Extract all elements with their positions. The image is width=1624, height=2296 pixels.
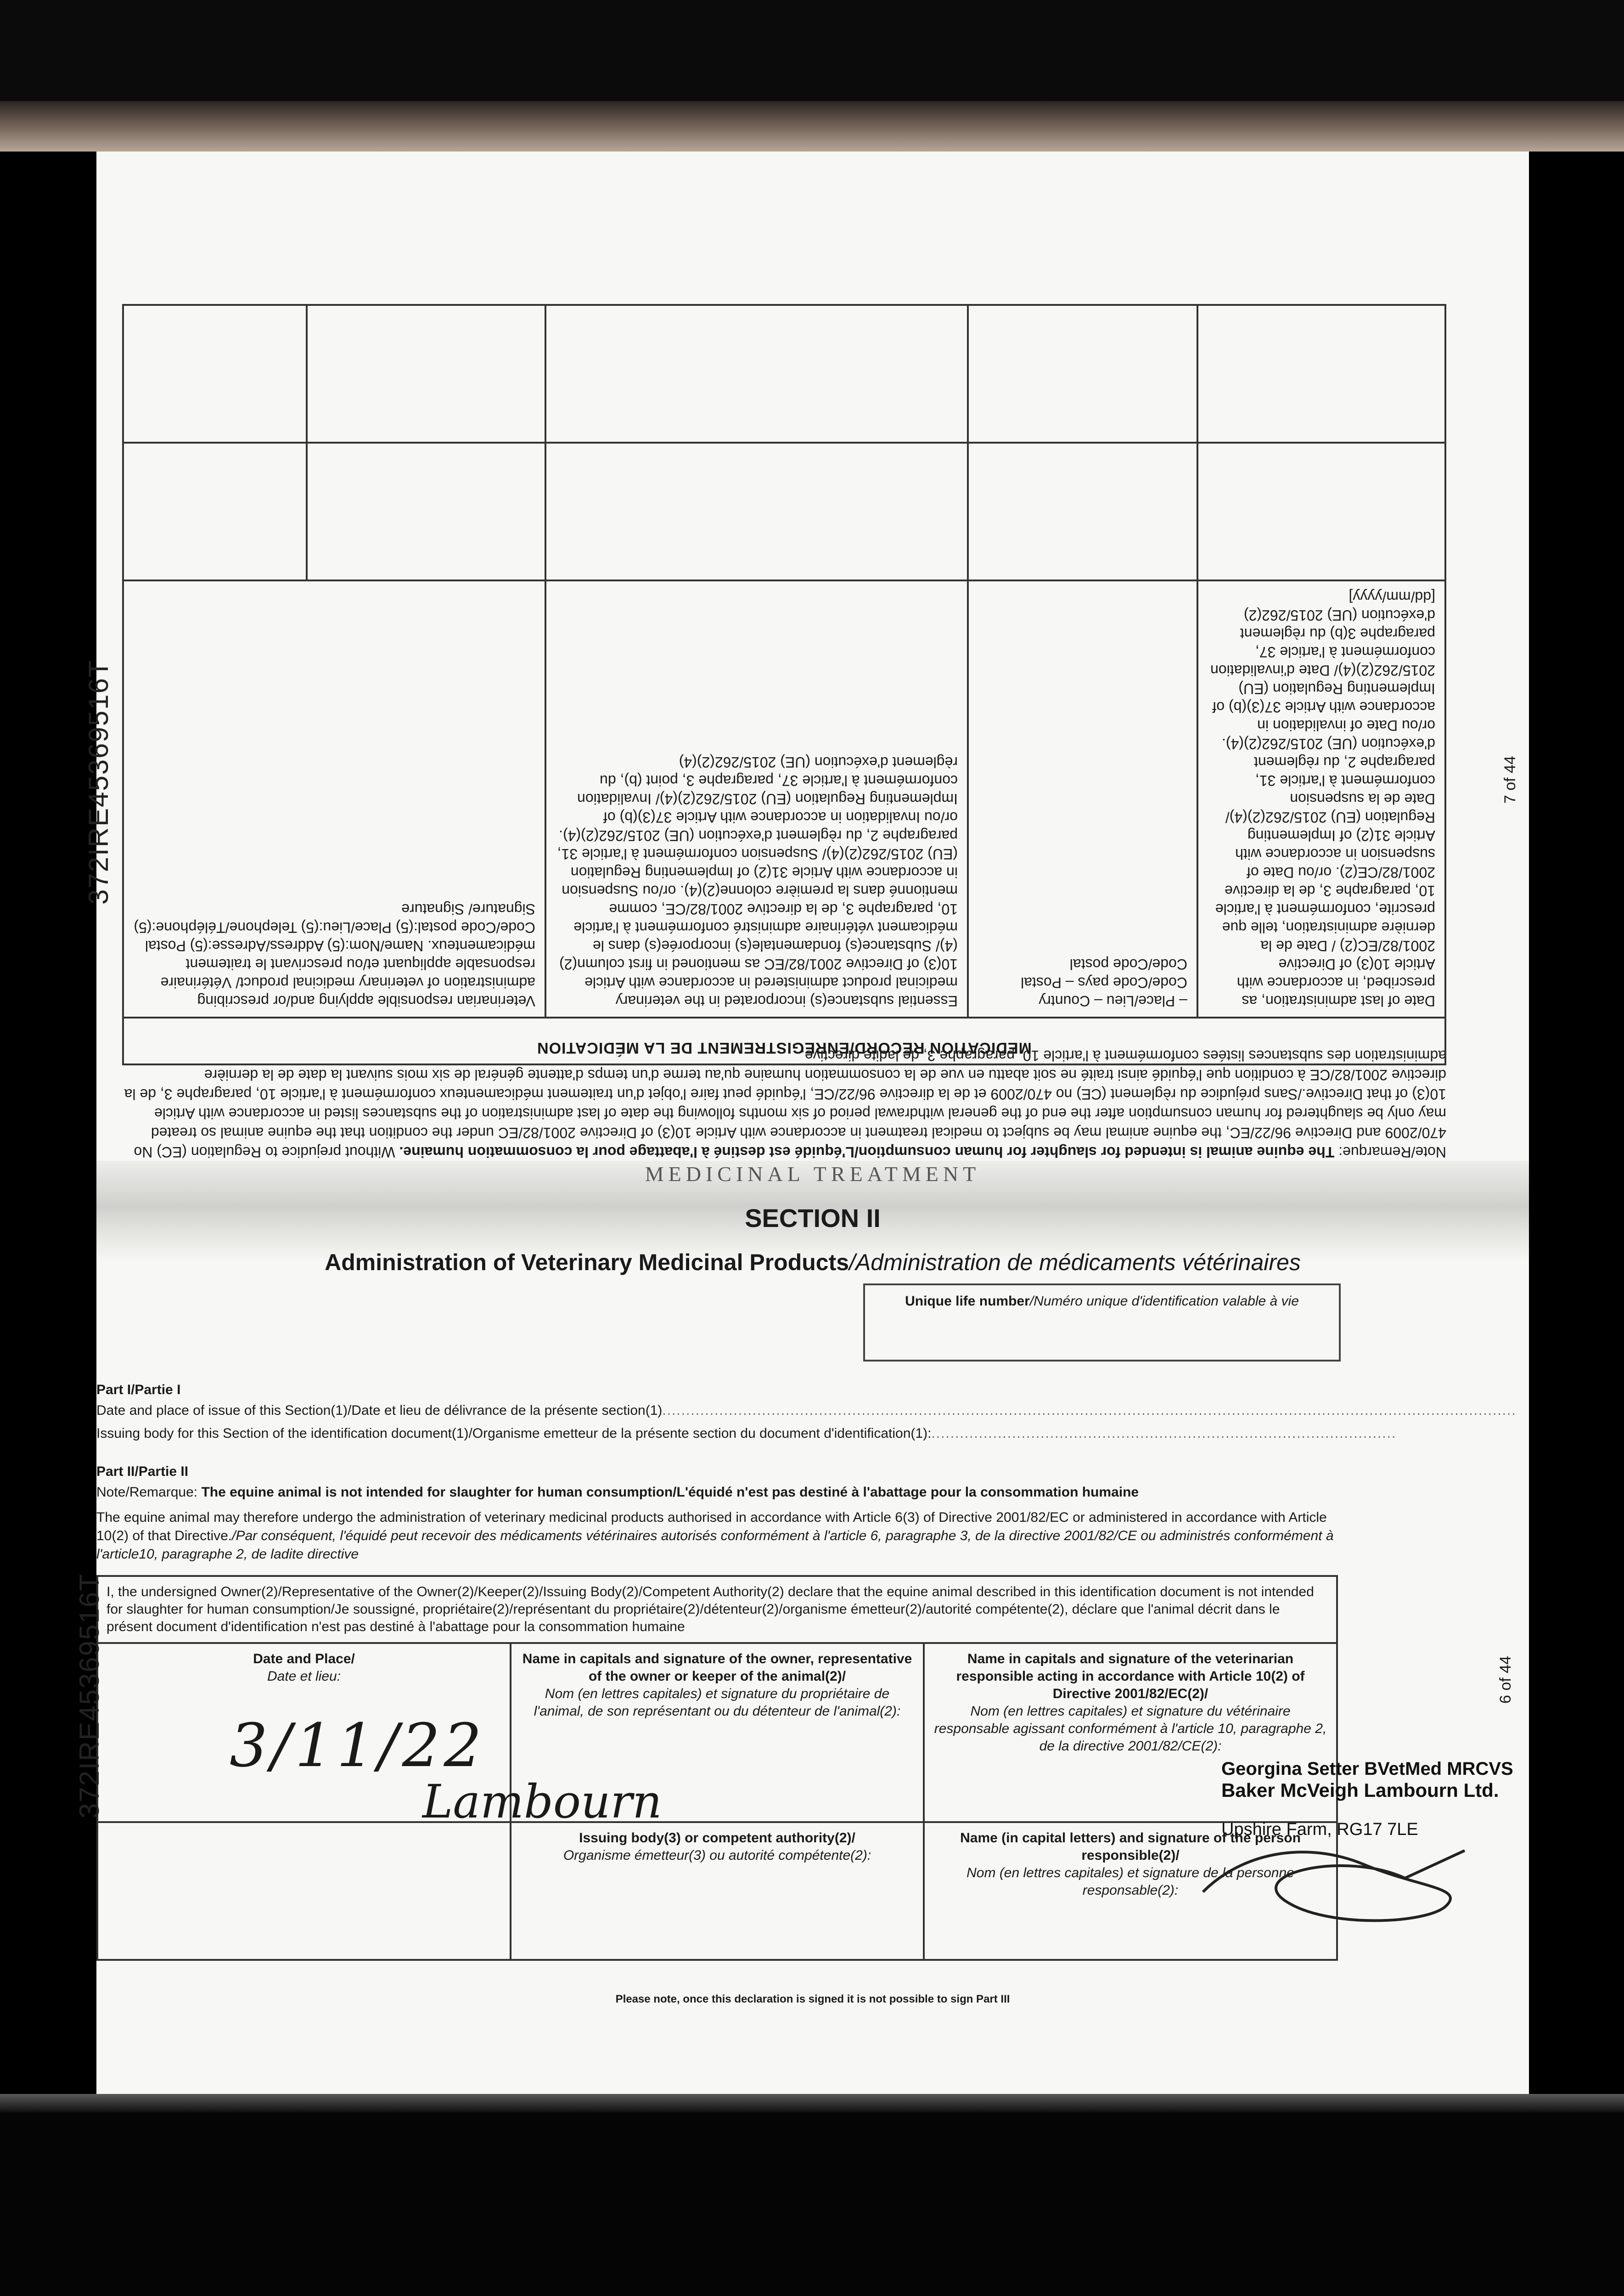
empty-cell (1197, 443, 1445, 580)
date-place-label-fr: Date et lieu: (267, 1669, 341, 1684)
part3-note-bold: The equine animal is intended for slaughter for human consumption/L'équidé est destiné à l'abattage pour la consommation humaine. (399, 1144, 1335, 1160)
part2-note-lead: Note/Remarque: (96, 1485, 198, 1500)
stamp-practice: Baker McVeigh Lambourn Ltd. (1221, 1779, 1499, 1801)
stamp-address: Upshire Farm, RG17 7LE (1221, 1820, 1418, 1839)
handwritten-date: 3/11/22 (230, 1711, 486, 1780)
upper-page-rotated (96, 152, 1529, 1171)
part3-note-lead: Note/Remarque: (1338, 1144, 1446, 1160)
empty-cell (545, 305, 968, 443)
empty-cell (1197, 305, 1445, 443)
stamp-vet-name: Georgina Setter BVetMed MRCVS (1221, 1759, 1513, 1779)
empty-date-cell (97, 1822, 511, 1960)
part1-label: Part I/Partie I (96, 1382, 181, 1397)
person-label-en: Name (in capital letters) and signature of the person responsible(2)/ (960, 1830, 1301, 1863)
col-place: – Place/Lieu – Country Code/Code pays – Postal Code/Code postal (968, 580, 1197, 1018)
page-number-lower: 6 of 44 (1497, 1656, 1514, 1704)
part2-note (96, 1483, 1336, 1502)
issuing-label-en: Issuing body(3) or competent authority(2)/ (579, 1830, 855, 1846)
part1-date-place-line: Date and place of issue of this Section(1)/Date et lieu de délivrance de la présente section(1).................................................................................................................................................................................... (96, 1403, 1517, 1418)
empty-cell (307, 443, 545, 580)
part2-paragraph-fr: /Par conséquent, l'équidé peut recevoir des médicaments vétérinaires autorisés conformément à l'article 6, paragraphe 3, de la directive 2001/82/CE ou administrés conformément à l'article10, paragraphe 2, de ladite directive (96, 1528, 1334, 1562)
scan-binding-band (0, 101, 1624, 152)
issuing-body-cell (511, 1822, 924, 1960)
empty-cell (968, 305, 1197, 443)
section-subtitle-en: Administration of Veterinary Medicinal Products (325, 1249, 849, 1275)
page-number-upper: 7 of 44 (1501, 756, 1519, 804)
part1-issuing-body-line: Issuing body for this Section of the identification document(1)/Organisme emetteur de la présente section du document d'identification(1):.................................................................................................. (96, 1426, 1397, 1441)
empty-cell (545, 443, 968, 580)
part2-paragraph (96, 1508, 1336, 1564)
section-subtitle (96, 1249, 1529, 1276)
medicinal-treatment-heading: MEDICINAL TREATMENT (645, 1162, 981, 1186)
col-veterinarian: Veterinarian responsible applying and/or prescribing administration of veterinary medicinal product/ Vétérinaire responsable appliquant et/ou prescrivant le traitement médicamenteux. Name/Nom:(5) Address/Adresse:(5) Postal Code/Code postal:(5) Place/Lieu:(5) Telephone/Téléphone:(5) Signature/ Signature (123, 580, 545, 1018)
handwritten-place: Lambourn (422, 1775, 662, 1829)
issuing-label-fr: Organisme émetteur(3) ou autorité compétente(2): (563, 1848, 871, 1863)
medication-record-table (122, 304, 1446, 1065)
declaration-text: I, the undersigned Owner(2)/Representative of the Owner(2)/Keeper(2)/Issuing Body(2)/Competent Authority(2) declare that the equine animal described in this identification document is not intended for slaughter for human consumption/Je soussigné, propriétaire(2)/représentant du propriétaire(2)/détenteur(2)/organisme émetteur(2)/autorité compétente(2), déclare que l'animal décrit dans le présent document d'identification n'est pas destiné à l'abattage pour la consommation humaine (97, 1576, 1337, 1643)
document-id-lower: 372IRE45369516T (74, 1573, 105, 1818)
vet-signature-icon (1189, 1823, 1474, 1933)
passport-spread (74, 152, 1529, 2094)
section-subtitle-fr: /Administration de médicaments vétérinaires (849, 1249, 1301, 1275)
empty-cell (307, 305, 545, 443)
empty-cell (123, 443, 307, 580)
vet-label-fr: Nom (en lettres capitales) et signature du vétérinaire responsable agissant conformément à l'article 10, paragraphe 2, de la directive 2001/82/CE(2): (934, 1704, 1327, 1754)
scan-bottom-edge (0, 2094, 1624, 2112)
part2-paragraph-en: The equine animal may therefore undergo the administration of veterinary medicinal products authorised in accordance with Article 6(3) of Directive 2001/82/EC or administered in accordance with Article 10(2) of that Directive. (96, 1510, 1327, 1543)
person-label-fr: Nom (en lettres capitales) et signature de la personne responsable(2): (967, 1865, 1294, 1898)
uln-label-fr: /Numéro unique d'identification valable à vie (1029, 1294, 1299, 1309)
part2-note-bold: The equine animal is not intended for slaughter for human consumption/L'équidé n'est pas destiné à l'abattage pour la consommation humaine (201, 1485, 1139, 1500)
document-id-upper: 372IRE45369516T (83, 659, 114, 905)
uln-label-en: Unique life number (905, 1294, 1030, 1309)
col-date-last-admin: Date of last administration, as prescribed, in accordance with Article 10(3) of Directive 2001/82/EC(2) / Date de la dernière administration, telle que prescrite, conformément à l'article 10, paragraphe 3, de la directive 2001/82/CE(2). or/ou Date of suspension in accordance with Article 31(2) of Implementing Regulation (EU) 2015/262(2)(4)/ Date de la suspension conformément à l'article 31, paragraphe 2, du règlement d'exécution (UE) 2015/262(2)(4). or/ou Date of invalidation in accordance with Article 37(3)(b) of Implementing Regulation (EU) 2015/262(2)(4)/ Date d'invalidation conformément à l'article 37, paragraphe 3(b) du règlement d'exécution (UE) 2015/262(2) [dd/mm/yyyy] (1197, 580, 1445, 1018)
section-title: SECTION II (745, 1204, 881, 1232)
declaration-footnote: Please note, once this declaration is signed it is not possible to sign Part III (615, 1993, 1010, 2005)
owner-label-en: Name in capitals and signature of the owner, representative of the owner or keeper of the animal(2)/ (522, 1651, 912, 1684)
empty-cell (968, 443, 1197, 580)
unique-life-number-box (863, 1283, 1341, 1362)
col-substances: Essential substance(s) incorporated in the veterinary medicinal product administered in accordance with Article 10(3) of Directive 2001/82/EC as mentioned in first column(2)(4)/ Substance(s) fondamentale(s) incorporée(s) dans le médicament vétérinaire administré conformément à l'article 10, paragraphe 3, de la directive 2001/82/CE, comme mentionné dans la première colonne(2)(4). or/ou Suspension in accordance with Article 31(2) of Implementing Regulation (EU) 2015/262(2)(4)/ Suspension conformément à l'article 31, paragraphe 2, du règlement d'exécution (UE) 2015/262(2)(4). or/ou Invalidation in accordance with Article 37(3)(b) of Implementing Regulation (EU) 2015/262(2)(4)/ Invalidation conformément à l'article 37, paragraphe 3, point (b), du règlement d'exécution (UE) 2015/262(2)(4) (545, 580, 968, 1018)
vet-label-en: Name in capitals and signature of the veterinarian responsible acting in accordance with Article 10(2) of Directive 2001/82/EC(2)/ (956, 1651, 1305, 1701)
scan-border-top (0, 0, 1624, 101)
part2-label: Part II/Partie II (96, 1464, 189, 1479)
empty-cell (123, 305, 307, 443)
date-place-label-en: Date and Place/ (253, 1651, 355, 1666)
scan-border-bottom (0, 2094, 1624, 2296)
owner-label-fr: Nom (en lettres capitales) et signature du propriétaire de l'animal, de son représentant ou du détenteur de l'animal(2): (534, 1686, 901, 1719)
part3-note-text: Without prejudice to Regulation (EC) No 470/2009 and Directive 96/22/EC, the equine animal may be subject to medical treatment in accordance with Article 10(3) of Directive 2001/82/EC under the condition that the equine animal so treated may only be slaughtered for human consumption after the end of the general withdrawal period of six months following the date of last administration of the substances listed in accordance with Article 10(3) of that Directive./Sans préjudice du règlement (CE) no 470/2009 et de la directive 96/22/CE, l'équidé peut faire l'objet d'un traitement médicamenteux conformément à l'article 10, paragraphe 3, de la directive 2001/82/CE à condition que l'équidé ainsi traité ne soit abattu en vue de la consommation humaine qu'au terme d'un temps d'attente général de six mois suivant la date de la dernière administration des substances listées conformément à l'article 10, paragraphe 3, de ladite directive. (124, 1047, 1446, 1160)
medication-record-title: MEDICATION RECORD/ENREGISTREMENT DE LA MÉDICATION (123, 1018, 1445, 1064)
